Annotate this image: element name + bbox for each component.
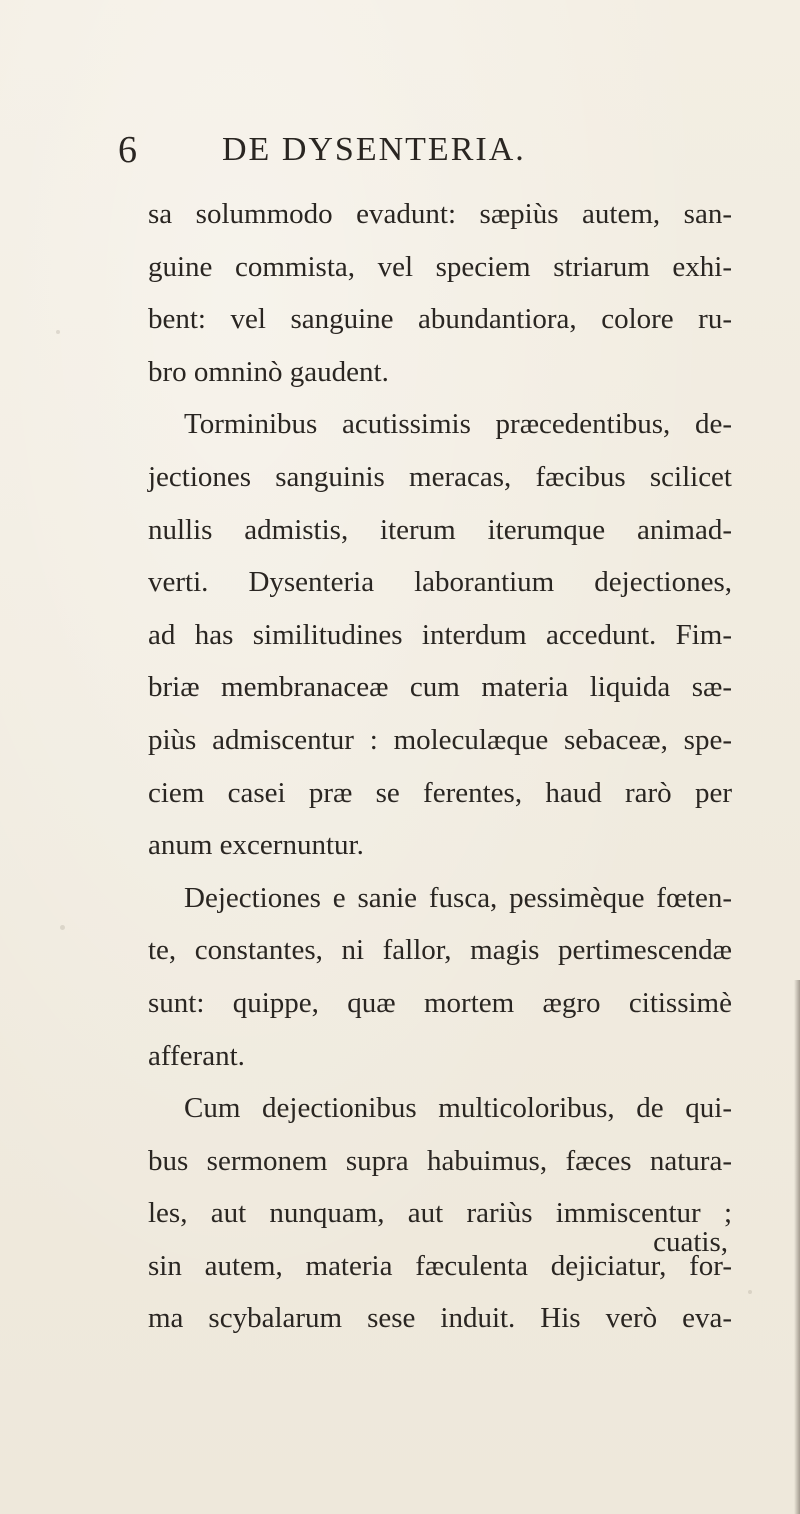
text-line: afferant. — [148, 1039, 245, 1072]
page-number: 6 — [118, 129, 137, 171]
text-line: bus sermonem supra habuimus, fæces natura- — [148, 1144, 732, 1177]
text-line: anum excernuntur. — [148, 829, 364, 862]
text-line: nullis admistis, iterum iterumque animad- — [148, 513, 732, 546]
text-line: guine commista, vel speciem striarum exhi- — [148, 250, 732, 283]
running-head: DE DYSENTERIA. — [222, 131, 526, 168]
text-line: bro omninò gaudent. — [148, 355, 389, 388]
text-line: sa solummodo evadunt: sæpiùs autem, san- — [148, 198, 732, 230]
text-line: les, aut nunquam, aut rariùs immiscentur ; — [148, 1197, 732, 1230]
catchword: cuatis, — [653, 1226, 728, 1258]
text-line: sunt: quippe, quæ mortem ægro citissimè — [148, 986, 732, 1019]
body-text — [148, 188, 732, 1345]
text-line: jectiones sanguinis meracas, fæcibus scilicet — [148, 460, 732, 493]
text-line: verti. Dysenteria laborantium dejectiones, — [148, 566, 732, 599]
text-line: Dejectiones e sanie fusca, pessimèque fœten- — [184, 881, 732, 914]
text-line: Cum dejectionibus multicoloribus, de qui- — [184, 1092, 732, 1125]
text-line: piùs admiscentur : moleculæque sebaceæ, spe- — [148, 723, 732, 756]
text-line: bent: vel sanguine abundantiora, colore ru- — [148, 303, 732, 336]
paper-speck — [56, 330, 60, 334]
text-line: ad has similitudines interdum accedunt. Fim- — [148, 618, 732, 651]
text-line: sin autem, materia fæculenta dejiciatur, for- — [148, 1249, 732, 1282]
text-line: briæ membranaceæ cum materia liquida sæ- — [148, 671, 732, 704]
page-edge-shadow — [794, 980, 800, 1514]
page-header — [0, 120, 800, 180]
text-line: ma scybalarum sese induit. His verò eva- — [148, 1302, 732, 1335]
text-line: Torminibus acutissimis præcedentibus, de- — [184, 408, 732, 441]
text-line: te, constantes, ni fallor, magis pertimescendæ — [148, 934, 732, 967]
text-line: ciem casei præ se ferentes, haud rarò per — [148, 776, 732, 809]
paper-speck — [60, 925, 65, 930]
paper-speck — [748, 1290, 752, 1294]
